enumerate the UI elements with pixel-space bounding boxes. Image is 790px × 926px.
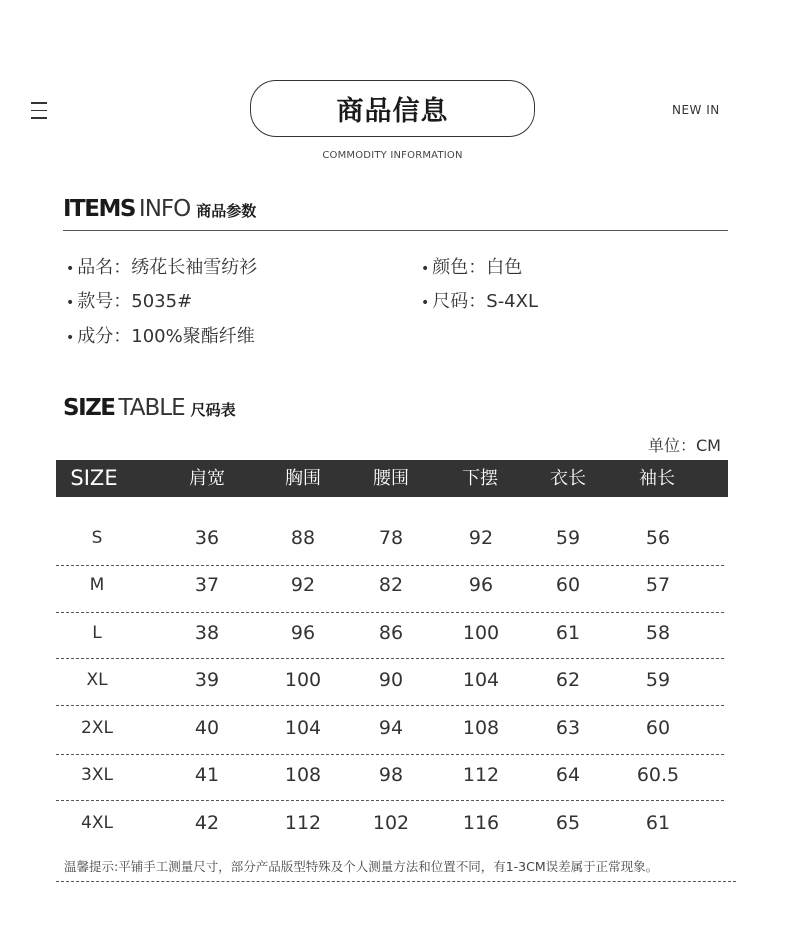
measurement-cell: 108 [462, 717, 500, 739]
size-heading-cn: 尺码表 [190, 401, 236, 419]
measurement-cell: 56 [645, 527, 671, 549]
info-field-material [66, 322, 255, 348]
table-row [56, 657, 728, 704]
size-heading-bold: SIZE [63, 395, 115, 421]
measurement-cell: 41 [194, 764, 220, 786]
row-divider [56, 705, 724, 706]
size-heading-light: TABLE [118, 395, 185, 421]
measurement-cell: 100 [462, 622, 500, 644]
menu-icon[interactable] [31, 102, 47, 119]
measurement-cell: 39 [194, 669, 220, 691]
measurement-cell: 78 [378, 527, 404, 549]
measurement-cell: 108 [284, 764, 322, 786]
bullet: • [421, 261, 430, 277]
measurement-cell: 60 [555, 574, 581, 596]
measurement-cell: 102 [372, 812, 410, 834]
measurement-cell: 82 [378, 574, 404, 596]
new-in-label: NEW IN [672, 103, 720, 117]
items-info-heading [63, 196, 256, 222]
info-text: 成分：100%聚酯纤维 [77, 326, 255, 347]
info-field-name [66, 253, 257, 279]
measurement-cell: 40 [194, 717, 220, 739]
measurement-cell: 58 [645, 622, 671, 644]
size-cell: M [89, 575, 105, 595]
items-heading-cn: 商品参数 [196, 202, 257, 220]
bullet: • [421, 295, 430, 311]
measurement-cell: 112 [284, 812, 322, 834]
row-divider [56, 612, 724, 613]
bullet: • [66, 330, 75, 346]
measurement-cell: 100 [284, 669, 322, 691]
measurement-cell: 64 [555, 764, 581, 786]
table-row [56, 562, 728, 609]
measurement-cell: 98 [378, 764, 404, 786]
measurement-cell: 104 [462, 669, 500, 691]
info-text: 尺码：S-4XL [432, 291, 538, 312]
table-row [56, 705, 728, 752]
measurement-cell: 59 [555, 527, 581, 549]
title-box [250, 80, 535, 137]
measurement-cell: 86 [378, 622, 404, 644]
info-text: 颜色：白色 [432, 257, 523, 278]
size-cell: L [92, 623, 102, 643]
measurement-cell: 96 [468, 574, 494, 596]
items-heading-light: INFO [138, 196, 191, 222]
measurement-cell: 90 [378, 669, 404, 691]
size-cell: 2XL [81, 718, 113, 738]
measurement-cell: 61 [555, 622, 581, 644]
measurement-cell: 60 [645, 717, 671, 739]
size-cell: 3XL [81, 765, 113, 785]
note-divider [56, 881, 736, 882]
bullet: • [66, 261, 75, 277]
measurement-cell: 62 [555, 669, 581, 691]
measurement-cell: 60.5 [636, 764, 680, 786]
size-cell: 4XL [81, 813, 113, 833]
table-row [56, 800, 728, 847]
info-field-style-no [66, 287, 192, 313]
column-header: SIZE [70, 466, 118, 490]
measurement-cell: 61 [645, 812, 671, 834]
info-text: 品名：绣花长袖雪纺衫 [77, 257, 258, 278]
size-cell: XL [86, 670, 108, 690]
info-field-size-range [421, 287, 538, 313]
measurement-cell: 42 [194, 812, 220, 834]
measurement-cell: 57 [645, 574, 671, 596]
measurement-cell: 88 [290, 527, 316, 549]
column-header: 胸围 [285, 468, 321, 489]
measurement-cell: 94 [378, 717, 404, 739]
unit-label: 单位：CM [648, 436, 721, 455]
page-subtitle: COMMODITY INFORMATION [322, 150, 463, 161]
page-title: 商品信息 [336, 96, 449, 127]
size-table-header [56, 460, 728, 497]
size-cell: S [91, 528, 103, 548]
measurement-cell: 92 [468, 527, 494, 549]
measurement-cell: 38 [194, 622, 220, 644]
column-header: 衣长 [550, 468, 586, 489]
measurement-cell: 104 [284, 717, 322, 739]
measurement-cell: 65 [555, 812, 581, 834]
items-divider [63, 230, 728, 231]
measurement-cell: 112 [462, 764, 500, 786]
info-field-color [421, 253, 522, 279]
column-header: 袖长 [639, 468, 675, 489]
measurement-cell: 36 [194, 527, 220, 549]
table-row [56, 752, 728, 799]
row-divider [56, 658, 724, 659]
measurement-cell: 96 [290, 622, 316, 644]
measurement-cell: 116 [462, 812, 500, 834]
row-divider [56, 754, 724, 755]
measurement-cell: 92 [290, 574, 316, 596]
table-row [56, 610, 728, 657]
column-header: 腰围 [373, 468, 409, 489]
items-heading-bold: ITEMS [63, 196, 135, 222]
row-divider [56, 800, 724, 801]
row-divider [56, 565, 724, 566]
table-row [56, 515, 728, 562]
measurement-cell: 37 [194, 574, 220, 596]
info-text: 款号：5035# [77, 291, 193, 312]
measurement-cell: 63 [555, 717, 581, 739]
measurement-note: 温馨提示:平铺手工测量尺寸，部分产品版型特殊及个人测量方法和位置不同，有1-3CM误差属于正常现象。 [64, 859, 659, 874]
column-header: 下摆 [462, 468, 498, 489]
bullet: • [66, 295, 75, 311]
measurement-cell: 59 [645, 669, 671, 691]
column-header: 肩宽 [189, 468, 225, 489]
size-table-heading [63, 395, 236, 421]
